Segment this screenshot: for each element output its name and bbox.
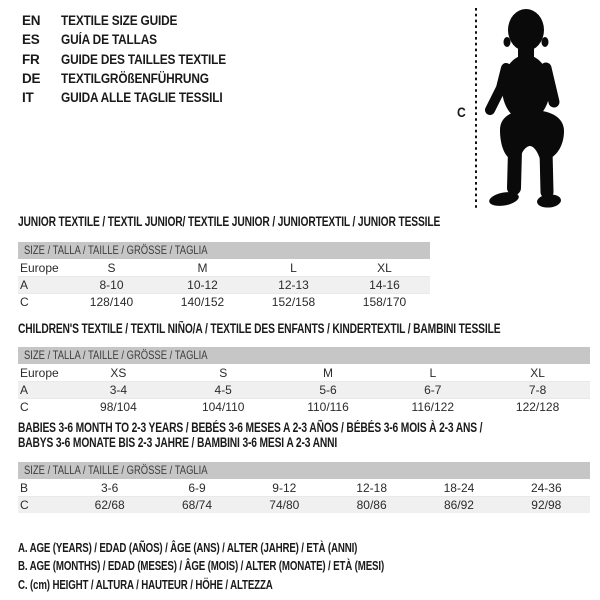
size-cell: M xyxy=(197,261,208,275)
table-row xyxy=(18,479,590,496)
size-cell: 6-9 xyxy=(188,481,206,495)
language-row xyxy=(22,88,249,107)
size-cell: 140/152 xyxy=(180,295,225,309)
language-row xyxy=(22,11,249,30)
row-label: A xyxy=(20,383,29,397)
children-size-table xyxy=(18,347,590,415)
language-title-list xyxy=(22,11,249,107)
size-cell: 62/68 xyxy=(94,498,125,512)
size-cell: 98/104 xyxy=(100,400,137,414)
language-code: IT xyxy=(22,90,34,106)
row-label: Europe xyxy=(20,366,59,380)
size-cell: 158/170 xyxy=(362,295,407,309)
babies-size-table xyxy=(18,462,590,513)
language-title: GUIDA ALLE TAGLIE TESSILI xyxy=(61,90,223,106)
table-row xyxy=(18,398,590,415)
size-header-bar: SIZE / TALLA / TAILLE / GRÖSSE / TAGLIA xyxy=(18,462,590,479)
size-cell: S xyxy=(219,366,228,380)
size-cell: 10-12 xyxy=(187,278,218,292)
size-cell: L xyxy=(429,366,437,380)
table-row xyxy=(18,364,590,381)
language-code: FR xyxy=(22,51,40,67)
size-cell: 4-5 xyxy=(214,383,232,397)
size-cell: 92/98 xyxy=(531,498,562,512)
size-cell: 3-6 xyxy=(100,481,119,495)
size-cell: 24-36 xyxy=(530,481,562,495)
language-code: DE xyxy=(22,70,41,86)
size-cell: 74/80 xyxy=(269,498,300,512)
table-row xyxy=(18,496,590,513)
size-cell: 5-6 xyxy=(319,383,337,397)
language-title: TEXTILGRÖßENFÜHRUNG xyxy=(61,70,209,86)
footnotes xyxy=(18,539,500,594)
footnote-line xyxy=(18,576,500,594)
size-cell: 86/92 xyxy=(443,498,474,512)
baby-silhouette xyxy=(488,9,564,209)
size-cell: 8-10 xyxy=(99,278,124,292)
size-cell: 152/158 xyxy=(271,295,316,309)
language-title: TEXTILE SIZE GUIDE xyxy=(61,13,178,28)
size-cell: M xyxy=(322,366,333,380)
baby-silhouette-svg xyxy=(450,0,600,215)
table-title-babies: BABIES 3-6 MONTH TO 2-3 YEARS / BEBÉS 3-6 MESES A 2-3 AÑOS / BÉBÉS 3-6 MOIS À 2-3 ANS / BABYS 3-6 MONATE BIS 2-3 JAHRE / BAMBINI 3-6 MESI A 2-3 ANNI xyxy=(18,420,483,450)
size-cell: L xyxy=(290,261,297,275)
size-cell: 6-7 xyxy=(424,383,442,397)
language-row xyxy=(22,30,249,49)
language-title: GUÍA DE TALLAS xyxy=(61,32,157,48)
table-title-junior: JUNIOR TEXTILE / TEXTIL JUNIOR/ TEXTILE JUNIOR / JUNIORTEXTIL / JUNIOR TESSILE xyxy=(18,214,441,229)
size-cell: 14-16 xyxy=(369,278,400,292)
size-cell: 12-18 xyxy=(356,481,387,495)
table-row xyxy=(18,293,430,310)
footnote-line xyxy=(18,557,500,575)
size-cell: XL xyxy=(377,261,392,275)
size-cell: 116/122 xyxy=(411,400,455,414)
row-label: C xyxy=(20,295,29,309)
size-cell: 7-8 xyxy=(528,383,547,397)
size-cell: 18-24 xyxy=(443,481,475,495)
language-code: ES xyxy=(22,32,40,48)
size-cell: 122/128 xyxy=(515,400,560,414)
footnote-line xyxy=(18,539,500,557)
table-row xyxy=(18,259,430,276)
size-cell: S xyxy=(107,261,116,275)
size-header-bar: SIZE / TALLA / TAILLE / GRÖSSE / TAGLIA xyxy=(18,347,590,364)
row-label: B xyxy=(20,481,29,495)
language-row xyxy=(22,69,249,88)
junior-size-table xyxy=(18,242,430,310)
language-title: GUIDE DES TAILLES TEXTILE xyxy=(61,51,227,67)
size-cell: 104/110 xyxy=(201,400,245,414)
table-body xyxy=(18,364,590,415)
size-header-bar: SIZE / TALLA / TAILLE / GRÖSSE / TAGLIA xyxy=(18,242,430,259)
row-label: C xyxy=(20,498,29,512)
table-body xyxy=(18,479,590,513)
row-label: A xyxy=(20,278,29,292)
size-cell: 12-13 xyxy=(278,278,309,292)
height-label: C xyxy=(457,105,466,120)
footnote-text: C. (cm) HEIGHT / ALTURA / HAUTEUR / HÖHE / ALTEZZA xyxy=(18,576,273,592)
row-label: Europe xyxy=(20,261,59,275)
table-row xyxy=(18,381,590,398)
size-cell: 80/86 xyxy=(356,498,387,512)
size-cell: 110/116 xyxy=(307,400,349,414)
size-cell: 3-4 xyxy=(109,383,128,397)
size-cell: 68/74 xyxy=(181,498,212,512)
table-title-children: CHILDREN'S TEXTILE / TEXTIL NIÑO/A / TEXTILE DES ENFANTS / KINDERTEXTIL / BAMBINI TESSILE xyxy=(18,321,501,336)
size-cell: XS xyxy=(110,366,127,380)
baby-figure xyxy=(450,0,600,215)
size-cell: 9-12 xyxy=(272,481,297,495)
row-label: C xyxy=(20,400,29,414)
footnote-text: A. AGE (YEARS) / EDAD (AÑOS) / ÂGE (ANS) / ALTER (JAHRE) / ETÀ (ANNI) xyxy=(18,540,358,555)
size-cell: XL xyxy=(530,366,545,380)
table-row xyxy=(18,276,430,293)
language-row xyxy=(22,50,249,69)
footnote-text: B. AGE (MONTHS) / EDAD (MESES) / ÂGE (MOIS) / ALTER (MONATE) / ETÀ (MESI) xyxy=(18,558,385,574)
language-code: EN xyxy=(22,13,41,28)
table-body xyxy=(18,259,430,310)
size-cell: 128/140 xyxy=(89,295,134,309)
